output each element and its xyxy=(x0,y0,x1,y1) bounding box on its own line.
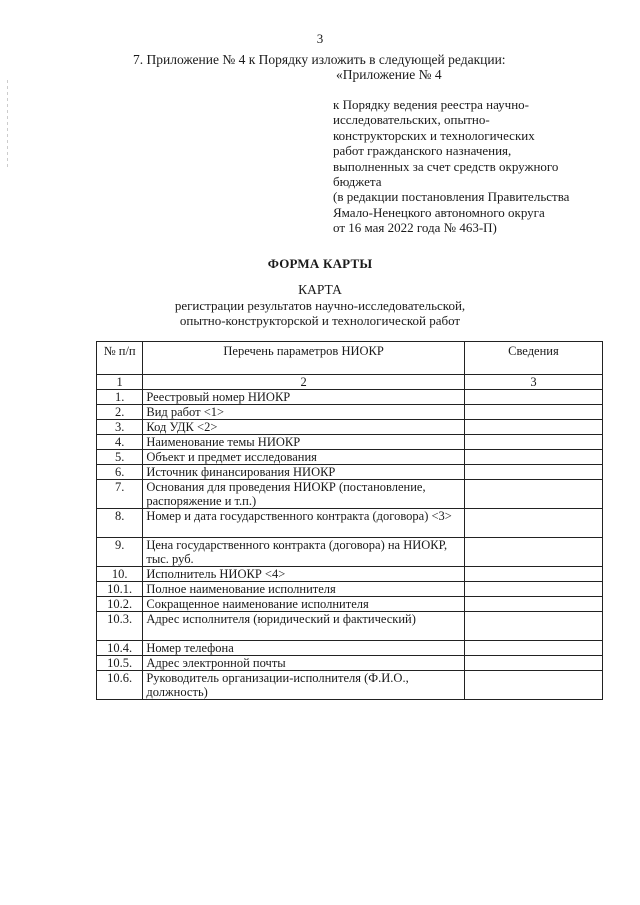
header-param: Перечень параметров НИОКР xyxy=(143,342,465,375)
row-num: 3. xyxy=(97,420,143,435)
row-info xyxy=(464,405,602,420)
row-param: Адрес исполнителя (юридический и фактический) xyxy=(143,612,465,641)
row-info xyxy=(464,567,602,582)
row-info xyxy=(464,641,602,656)
column-number: 3 xyxy=(464,375,602,390)
row-param: Номер телефона xyxy=(143,641,465,656)
row-num: 10. xyxy=(97,567,143,582)
row-info xyxy=(464,390,602,405)
column-number: 2 xyxy=(143,375,465,390)
appendix-line: исследовательских, опытно- xyxy=(333,112,490,128)
margin-dots xyxy=(7,80,9,170)
table-row xyxy=(97,420,603,435)
row-num: 9. xyxy=(97,538,143,567)
row-param: Номер и дата государственного контракта (договора) <3> xyxy=(143,509,465,538)
appendix-line: Ямало-Ненецкого автономного округа xyxy=(333,204,545,220)
row-param: Цена государственного контракта (договора) на НИОКР, тыс. руб. xyxy=(143,538,465,567)
row-info xyxy=(464,656,602,671)
row-info xyxy=(464,597,602,612)
page-number: 3 xyxy=(316,31,324,46)
table-row xyxy=(97,612,603,641)
appendix-line: конструкторских и технологических xyxy=(333,127,535,143)
row-param: Объект и предмет исследования xyxy=(143,450,465,465)
row-param: Основания для проведения НИОКР (постановление, распоряжение и т.п.) xyxy=(143,480,465,509)
column-number: 1 xyxy=(97,375,143,390)
intro-paragraph: 7. Приложение № 4 к Порядку изложить в следующей редакции: xyxy=(133,52,506,67)
table-row xyxy=(97,480,603,509)
table-row xyxy=(97,671,603,700)
header-num: № п/п xyxy=(97,342,143,375)
header-info: Сведения xyxy=(464,342,602,375)
row-num: 10.1. xyxy=(97,582,143,597)
appendix-line: от 16 мая 2022 года № 463-П) xyxy=(333,220,497,236)
row-info xyxy=(464,612,602,641)
row-info xyxy=(464,582,602,597)
row-info xyxy=(464,435,602,450)
row-param: Источник финансирования НИОКР xyxy=(143,465,465,480)
card-title: КАРТА xyxy=(298,282,342,297)
table-row xyxy=(97,656,603,671)
row-param: Руководитель организации-исполнителя (Ф.И.О., должность) xyxy=(143,671,465,700)
row-info xyxy=(464,509,602,538)
row-num: 10.3. xyxy=(97,612,143,641)
column-number-row xyxy=(97,375,603,390)
row-param: Код УДК <2> xyxy=(143,420,465,435)
row-num: 10.6. xyxy=(97,671,143,700)
table-row xyxy=(97,538,603,567)
table-row xyxy=(97,390,603,405)
row-info xyxy=(464,480,602,509)
registration-table xyxy=(96,341,603,700)
card-subtitle-line: опытно-конструкторской и технологической работ xyxy=(179,313,461,328)
row-param: Адрес электронной почты xyxy=(143,656,465,671)
row-num: 1. xyxy=(97,390,143,405)
row-num: 8. xyxy=(97,509,143,538)
table-row xyxy=(97,405,603,420)
table-row xyxy=(97,582,603,597)
row-num: 4. xyxy=(97,435,143,450)
table-row xyxy=(97,450,603,465)
row-num: 10.4. xyxy=(97,641,143,656)
row-info xyxy=(464,420,602,435)
row-num: 10.2. xyxy=(97,597,143,612)
row-info xyxy=(464,538,602,567)
table-row xyxy=(97,435,603,450)
row-param: Полное наименование исполнителя xyxy=(143,582,465,597)
table-row xyxy=(97,641,603,656)
card-subtitle-line: регистрации результатов научно-исследовательской, xyxy=(174,298,466,313)
appendix-block xyxy=(333,97,569,236)
table-row xyxy=(97,509,603,538)
appendix-line: к Порядку ведения реестра научно- xyxy=(333,97,530,112)
table-row xyxy=(97,567,603,582)
row-info xyxy=(464,671,602,700)
row-num: 2. xyxy=(97,405,143,420)
row-param: Сокращенное наименование исполнителя xyxy=(143,597,465,612)
table-row xyxy=(97,465,603,480)
table-header-row xyxy=(97,342,603,375)
row-num: 5. xyxy=(97,450,143,465)
appendix-line: (в редакции постановления Правительства xyxy=(333,189,570,205)
row-num: 7. xyxy=(97,480,143,509)
appendix-heading: «Приложение № 4 xyxy=(336,67,442,82)
card-subtitle xyxy=(0,298,640,328)
appendix-line: работ гражданского назначения, xyxy=(333,143,512,159)
row-param: Вид работ <1> xyxy=(143,405,465,420)
appendix-line: выполненных за счет средств окружного xyxy=(333,158,559,174)
appendix-line: бюджета xyxy=(333,174,382,190)
row-param: Наименование темы НИОКР xyxy=(143,435,465,450)
form-title: ФОРМА КАРТЫ xyxy=(267,256,373,271)
row-info xyxy=(464,465,602,480)
row-param: Исполнитель НИОКР <4> xyxy=(143,567,465,582)
row-param: Реестровый номер НИОКР xyxy=(143,390,465,405)
row-info xyxy=(464,450,602,465)
row-num: 10.5. xyxy=(97,656,143,671)
row-num: 6. xyxy=(97,465,143,480)
table-row xyxy=(97,597,603,612)
